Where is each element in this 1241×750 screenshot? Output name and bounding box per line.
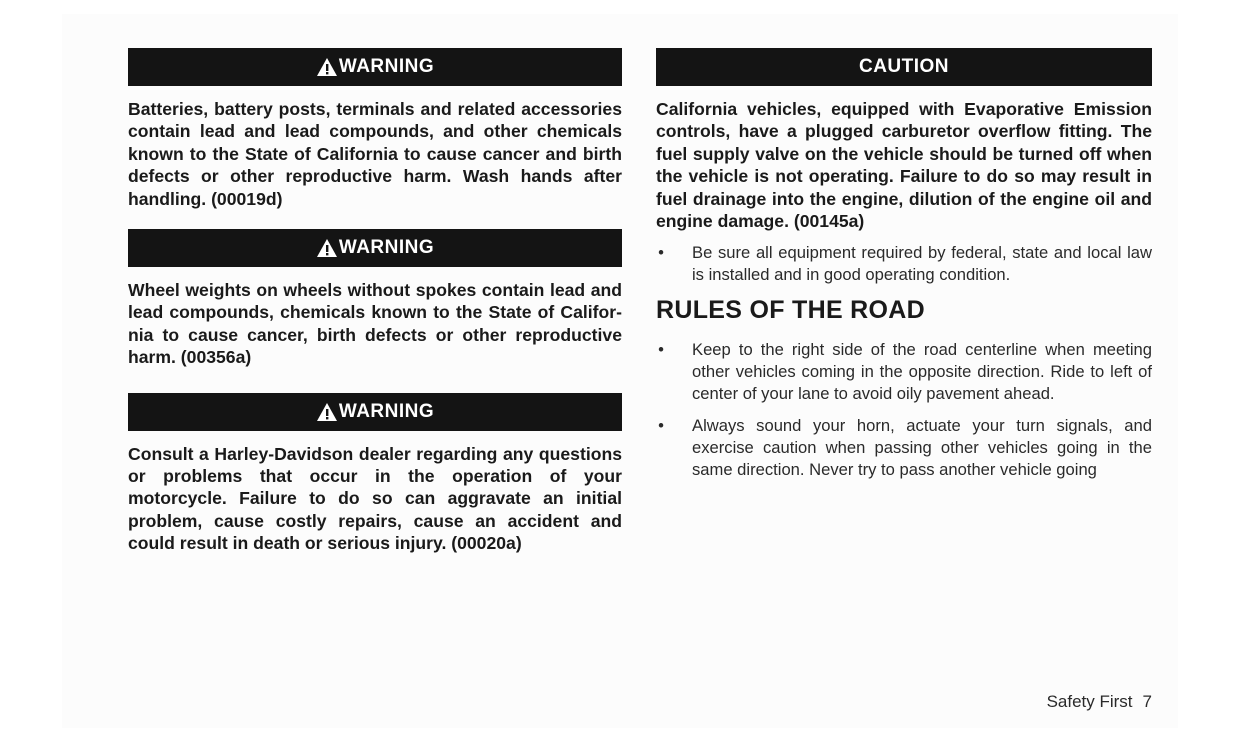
warning-triangle-icon (316, 402, 338, 422)
manual-page (62, 14, 1178, 728)
page-number: 7 (1142, 692, 1152, 711)
bullet-icon: • (658, 416, 664, 436)
warning-triangle-icon (316, 238, 338, 258)
bullet-icon: • (658, 243, 664, 263)
right-column (656, 48, 1152, 491)
list-item (656, 415, 1152, 481)
warning-text-1: Batteries, battery posts, terminals and related accessories contain lead and lead compounds, and other chemicals known to the State of California to cause cancer and birth defects or other reproductive harm. Wash hands after handling. (00019d) (128, 99, 622, 209)
list-item (656, 242, 1152, 286)
warning-text-2: Wheel weights on wheels without spokes contain lead and lead compounds, chemicals known to the State of California to cause cancer, birth defects or other reproductive harm. (00356a) (128, 280, 622, 368)
warning-triangle-icon (316, 57, 338, 77)
warning-label: WARNING (338, 237, 435, 259)
caution-text: California vehicles, equipped with Evaporative Emission controls, have a plugged carburetor overflow fitting. The fuel supply valve on the vehicle should be turned off when the vehicle is not operating. Failure to do so may result in fuel drainage into the engine, dilution of the engine oil and engine damage. (00145a) (656, 99, 1152, 232)
section-heading: RULES OF THE ROAD (656, 296, 925, 325)
caution-banner (656, 48, 1152, 86)
warning-label: WARNING (338, 400, 435, 422)
footer-section-title: Safety First (1046, 692, 1133, 711)
equipment-bullet-list (656, 242, 1152, 286)
page-footer (1047, 692, 1152, 712)
left-column (128, 48, 622, 555)
list-item-text: Keep to the right side of the road centerline when meeting other vehicles coming in the opposite direction. Ride to left of center of your lane to avoid oily pavement ahead. (692, 340, 1152, 404)
rules-bullet-list (656, 339, 1152, 481)
caution-label: CAUTION (858, 56, 950, 77)
list-item-text: Always sound your horn, actuate your turn signals, and exercise caution when passing other vehicles going in the same direction. Never try to pass another vehicle going (692, 416, 1152, 480)
bullet-icon: • (658, 340, 664, 360)
warning-banner-1 (128, 48, 622, 86)
warning-banner-2 (128, 229, 622, 267)
list-item-text: Be sure all equipment required by federal, state and local law is installed and in good operating condition. (692, 243, 1152, 285)
warning-label: WARNING (338, 56, 435, 77)
warning-banner-3 (128, 393, 622, 431)
warning-text-3: Consult a Harley-Davidson dealer regarding any questions or problems that occur in the operation of your motorcycle. Failure to do so can aggravate an initial problem, cause costly repairs, cause an accident and could result in death or serious injury. (00020a) (128, 443, 622, 554)
list-item (656, 339, 1152, 405)
